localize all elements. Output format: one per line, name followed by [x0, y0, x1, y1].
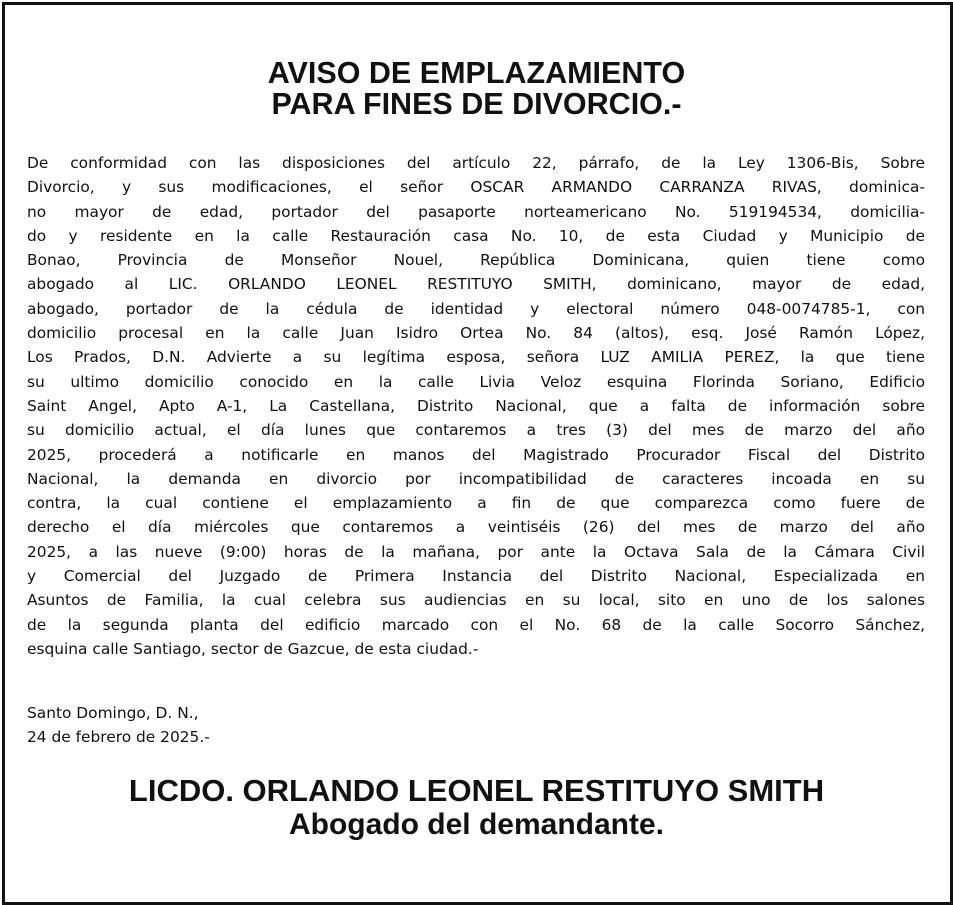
body-line: 2025, procederá a notificarle en manos del Magistrado Procurador Fiscal del Distrito — [27, 445, 925, 464]
body-line: De conformidad con las disposiciones del artículo 22, párrafo, de la Ley 1306-Bis, Sobre — [27, 154, 925, 172]
body-line: contra, la cual contiene el emplazamiento a fin de que comparezca como fuere de — [27, 494, 925, 513]
body-line: de la segunda planta del edificio marcado con el No. 68 de la calle Socorro Sánchez, — [27, 615, 925, 634]
body-line: abogado, portador de la cédula de identidad y electoral número 048-0074785-1, con — [27, 299, 925, 318]
signer-role: Abogado del demandante. — [288, 808, 665, 841]
body-line: Asuntos de Familia, la cual celebra sus audiencias en su local, sito en uno de los salones — [27, 591, 925, 610]
body-line: no mayor de edad, portador del pasaporte norteamericano No. 519194534, domicilia- — [27, 202, 925, 221]
notice-body — [27, 151, 925, 661]
body-line: derecho el día miércoles que contaremos a veintiséis (26) del mes de marzo del año — [27, 518, 925, 537]
body-line: Los Prados, D.N. Advierte a su legítima esposa, señora LUZ AMILIA PEREZ, la que tiene — [27, 348, 925, 367]
body-line: su domicilio actual, el día lunes que contaremos a tres (3) del mes de marzo del año — [27, 421, 925, 440]
body-line: Divorcio, y sus modificaciones, el señor OSCAR ARMANDO CARRANZA RIVAS, dominica- — [27, 178, 925, 197]
notice-title-line-1: AVISO DE EMPLAZAMIENTO — [267, 56, 686, 90]
body-line: do y residente en la calle Restauración casa No. 10, de esta Ciudad y Municipio de — [27, 226, 925, 245]
body-line: su ultimo domicilio conocido en la calle Livia Veloz esquina Florinda Soriano, Edificio — [27, 372, 925, 391]
body-line: Saint Angel, Apto A-1, La Castellana, Distrito Nacional, que a falta de información sobre — [27, 396, 925, 415]
body-line: Nacional, la demanda en divorcio por incompatibilidad de caracteres incoada en su — [27, 469, 925, 488]
body-line: y Comercial del Juzgado de Primera Instancia del Distrito Nacional, Especializada en — [27, 567, 925, 586]
body-line: Bonao, Provincia de Monseñor Nouel, República Dominicana, quien tiene como — [27, 251, 925, 270]
body-line: abogado al LIC. ORLANDO LEONEL RESTITUYO SMITH, dominicano, mayor de edad, — [27, 275, 925, 294]
body-line: domicilio procesal en la calle Juan Isidro Ortea No. 84 (altos), esq. José Ramón López, — [27, 324, 925, 343]
notice-title-line-2: PARA FINES DE DIVORCIO.- — [271, 87, 682, 121]
date-line: 24 de febrero de 2025.- — [27, 728, 210, 747]
body-line: esquina calle Santiago, sector de Gazcue, de esta ciudad.- — [27, 639, 479, 658]
signer-name: LICDO. ORLANDO LEONEL RESTITUYO SMITH — [128, 773, 825, 808]
place-and-date — [27, 701, 210, 750]
place-line: Santo Domingo, D. N., — [27, 704, 199, 722]
body-line: 2025, a las nueve (9:00) horas de la mañana, por ante la Octava Sala de la Cámara Civil — [27, 542, 925, 561]
